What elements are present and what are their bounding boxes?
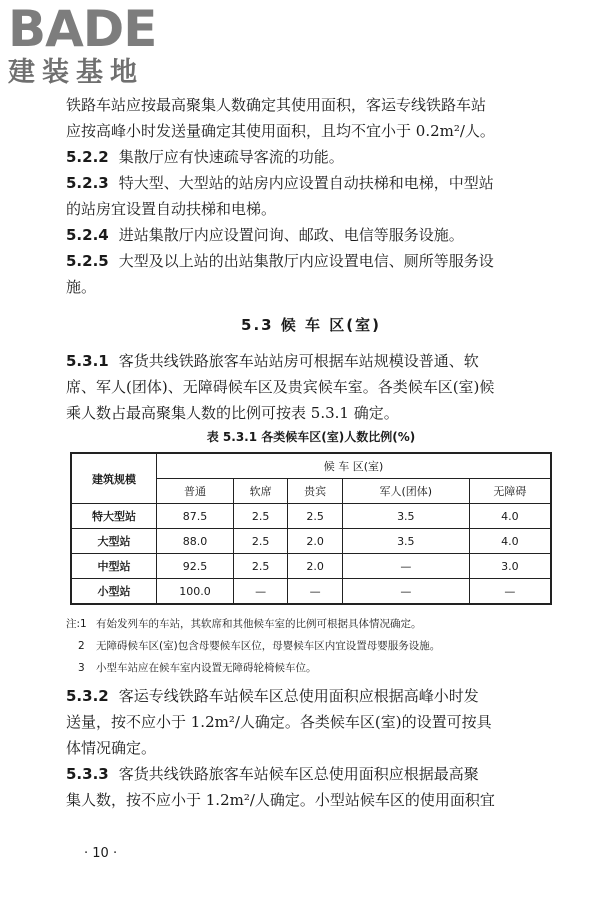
table-cell: 3.5 bbox=[342, 529, 469, 554]
clause-number: 5.2.4 bbox=[66, 226, 109, 244]
table-cell: — bbox=[469, 579, 551, 605]
table-row bbox=[71, 579, 551, 605]
table-row-label: 大型站 bbox=[71, 529, 157, 554]
table-cell: 2.5 bbox=[233, 529, 287, 554]
clause-5-3-1 bbox=[66, 348, 556, 426]
table-column-header: 贵宾 bbox=[288, 479, 342, 504]
table-cell: — bbox=[342, 554, 469, 579]
table-row bbox=[71, 529, 551, 554]
table-cell: 3.5 bbox=[342, 504, 469, 529]
table-cell: — bbox=[288, 579, 342, 605]
body-line: 应按高峰小时发送量确定其使用面积，且均不宜小于 0.2m²/人。 bbox=[66, 122, 495, 140]
clause-number: 5.3.1 bbox=[66, 352, 109, 370]
note-number: 3 bbox=[78, 662, 85, 674]
table-cell: — bbox=[233, 579, 287, 605]
table-cell: 2.5 bbox=[288, 504, 342, 529]
note-number: 注:1 bbox=[66, 618, 87, 630]
bade-logo bbox=[8, 0, 178, 88]
table-note bbox=[66, 613, 556, 635]
ratio-table bbox=[70, 452, 552, 605]
clause-text: 客运专线铁路车站候车区总使用面积应根据高峰小时发 bbox=[118, 687, 479, 705]
clause-5-3-2 bbox=[66, 683, 556, 761]
body-line: 铁路车站应按最高聚集人数确定其使用面积，客运专线铁路车站 bbox=[66, 96, 487, 114]
table-cell: 4.0 bbox=[469, 504, 551, 529]
clause-text: 大型及以上站的出站集散厅内应设置电信、厕所等服务设 bbox=[118, 252, 494, 270]
logo-subtitle: 建装基地 bbox=[8, 57, 144, 88]
table-row-label: 特大型站 bbox=[71, 504, 157, 529]
clause-5-2-2 bbox=[66, 144, 556, 170]
clause-number: 5.2.2 bbox=[66, 148, 109, 166]
clause-5-2-5 bbox=[66, 248, 556, 300]
table-column-header: 软席 bbox=[233, 479, 287, 504]
table-column-header: 普通 bbox=[157, 479, 234, 504]
note-text: 无障碍候车区(室)包含母婴候车区位，母婴候车区内宜设置母婴服务设施。 bbox=[96, 640, 441, 652]
table-column-header: 无障碍 bbox=[469, 479, 551, 504]
table-cell: 92.5 bbox=[157, 554, 234, 579]
clause-text: 乘人数占最高聚集人数的比例可按表 5.3.1 确定。 bbox=[66, 404, 399, 422]
clause-text: 特大型、大型站的站房内应设置自动扶梯和电梯，中型站 bbox=[118, 174, 494, 192]
table-cell: 2.5 bbox=[233, 504, 287, 529]
table-notes bbox=[66, 613, 556, 679]
clause-text: 席、军人(团体)、无障碍候车区及贵宾候车室。各类候车区(室)候 bbox=[66, 378, 495, 396]
table-caption: 表 5.3.1 各类候车区(室)人数比例(%) bbox=[206, 430, 416, 444]
clause-text: 集人数，按不应小于 1.2m²/人确定。小型站候车区的使用面积宜 bbox=[66, 791, 495, 809]
clause-text: 的站房宜设置自动扶梯和电梯。 bbox=[66, 200, 277, 218]
note-number: 2 bbox=[78, 640, 85, 652]
clause-text: 体情况确定。 bbox=[66, 739, 157, 757]
table-cell: 2.0 bbox=[288, 554, 342, 579]
table-note bbox=[66, 657, 556, 679]
table-row-label: 中型站 bbox=[71, 554, 157, 579]
table-group-header: 候 车 区(室) bbox=[157, 453, 552, 479]
clause-number: 5.3.3 bbox=[66, 765, 109, 783]
table-row-label: 小型站 bbox=[71, 579, 157, 605]
section-title: 5.3 候 车 区(室) bbox=[241, 316, 381, 334]
clause-5-2-4 bbox=[66, 222, 556, 248]
table-cell: 3.0 bbox=[469, 554, 551, 579]
table-note bbox=[66, 635, 556, 657]
table-cell: 2.5 bbox=[233, 554, 287, 579]
table-cell: 100.0 bbox=[157, 579, 234, 605]
logo-wordmark: BADE bbox=[8, 0, 157, 58]
clause-text: 客货共线铁路旅客车站候车区总使用面积应根据最高聚 bbox=[118, 765, 479, 783]
table-cell: 88.0 bbox=[157, 529, 234, 554]
table-row bbox=[71, 554, 551, 579]
clause-5-2-3 bbox=[66, 170, 556, 222]
clause-number: 5.3.2 bbox=[66, 687, 109, 705]
table-row bbox=[71, 504, 551, 529]
table-column-header: 军人(团体) bbox=[342, 479, 469, 504]
table-cell: 87.5 bbox=[157, 504, 234, 529]
document-body bbox=[66, 92, 556, 813]
clause-number: 5.2.5 bbox=[66, 252, 109, 270]
note-text: 小型车站应在候车室内设置无障碍轮椅候车位。 bbox=[96, 662, 317, 674]
table-cell: 4.0 bbox=[469, 529, 551, 554]
page-number: · 10 · bbox=[84, 846, 118, 861]
clause-text: 客货共线铁路旅客车站站房可根据车站规模设普通、软 bbox=[118, 352, 479, 370]
table-cell: 2.0 bbox=[288, 529, 342, 554]
clause-text: 施。 bbox=[66, 278, 97, 296]
clause-number: 5.2.3 bbox=[66, 174, 109, 192]
clause-5-3-3 bbox=[66, 761, 556, 813]
clause-text: 进站集散厅内应设置问询、邮政、电信等服务设施。 bbox=[118, 226, 464, 244]
table-cell: — bbox=[342, 579, 469, 605]
table-row-header: 建筑规模 bbox=[71, 453, 157, 504]
clause-text: 送量，按不应小于 1.2m²/人确定。各类候车区(室)的设置可按具 bbox=[66, 713, 492, 731]
clause-text: 集散厅应有快速疏导客流的功能。 bbox=[118, 148, 344, 166]
note-text: 有始发列车的车站，其软席和其他候车室的比例可根据具体情况确定。 bbox=[96, 618, 422, 630]
